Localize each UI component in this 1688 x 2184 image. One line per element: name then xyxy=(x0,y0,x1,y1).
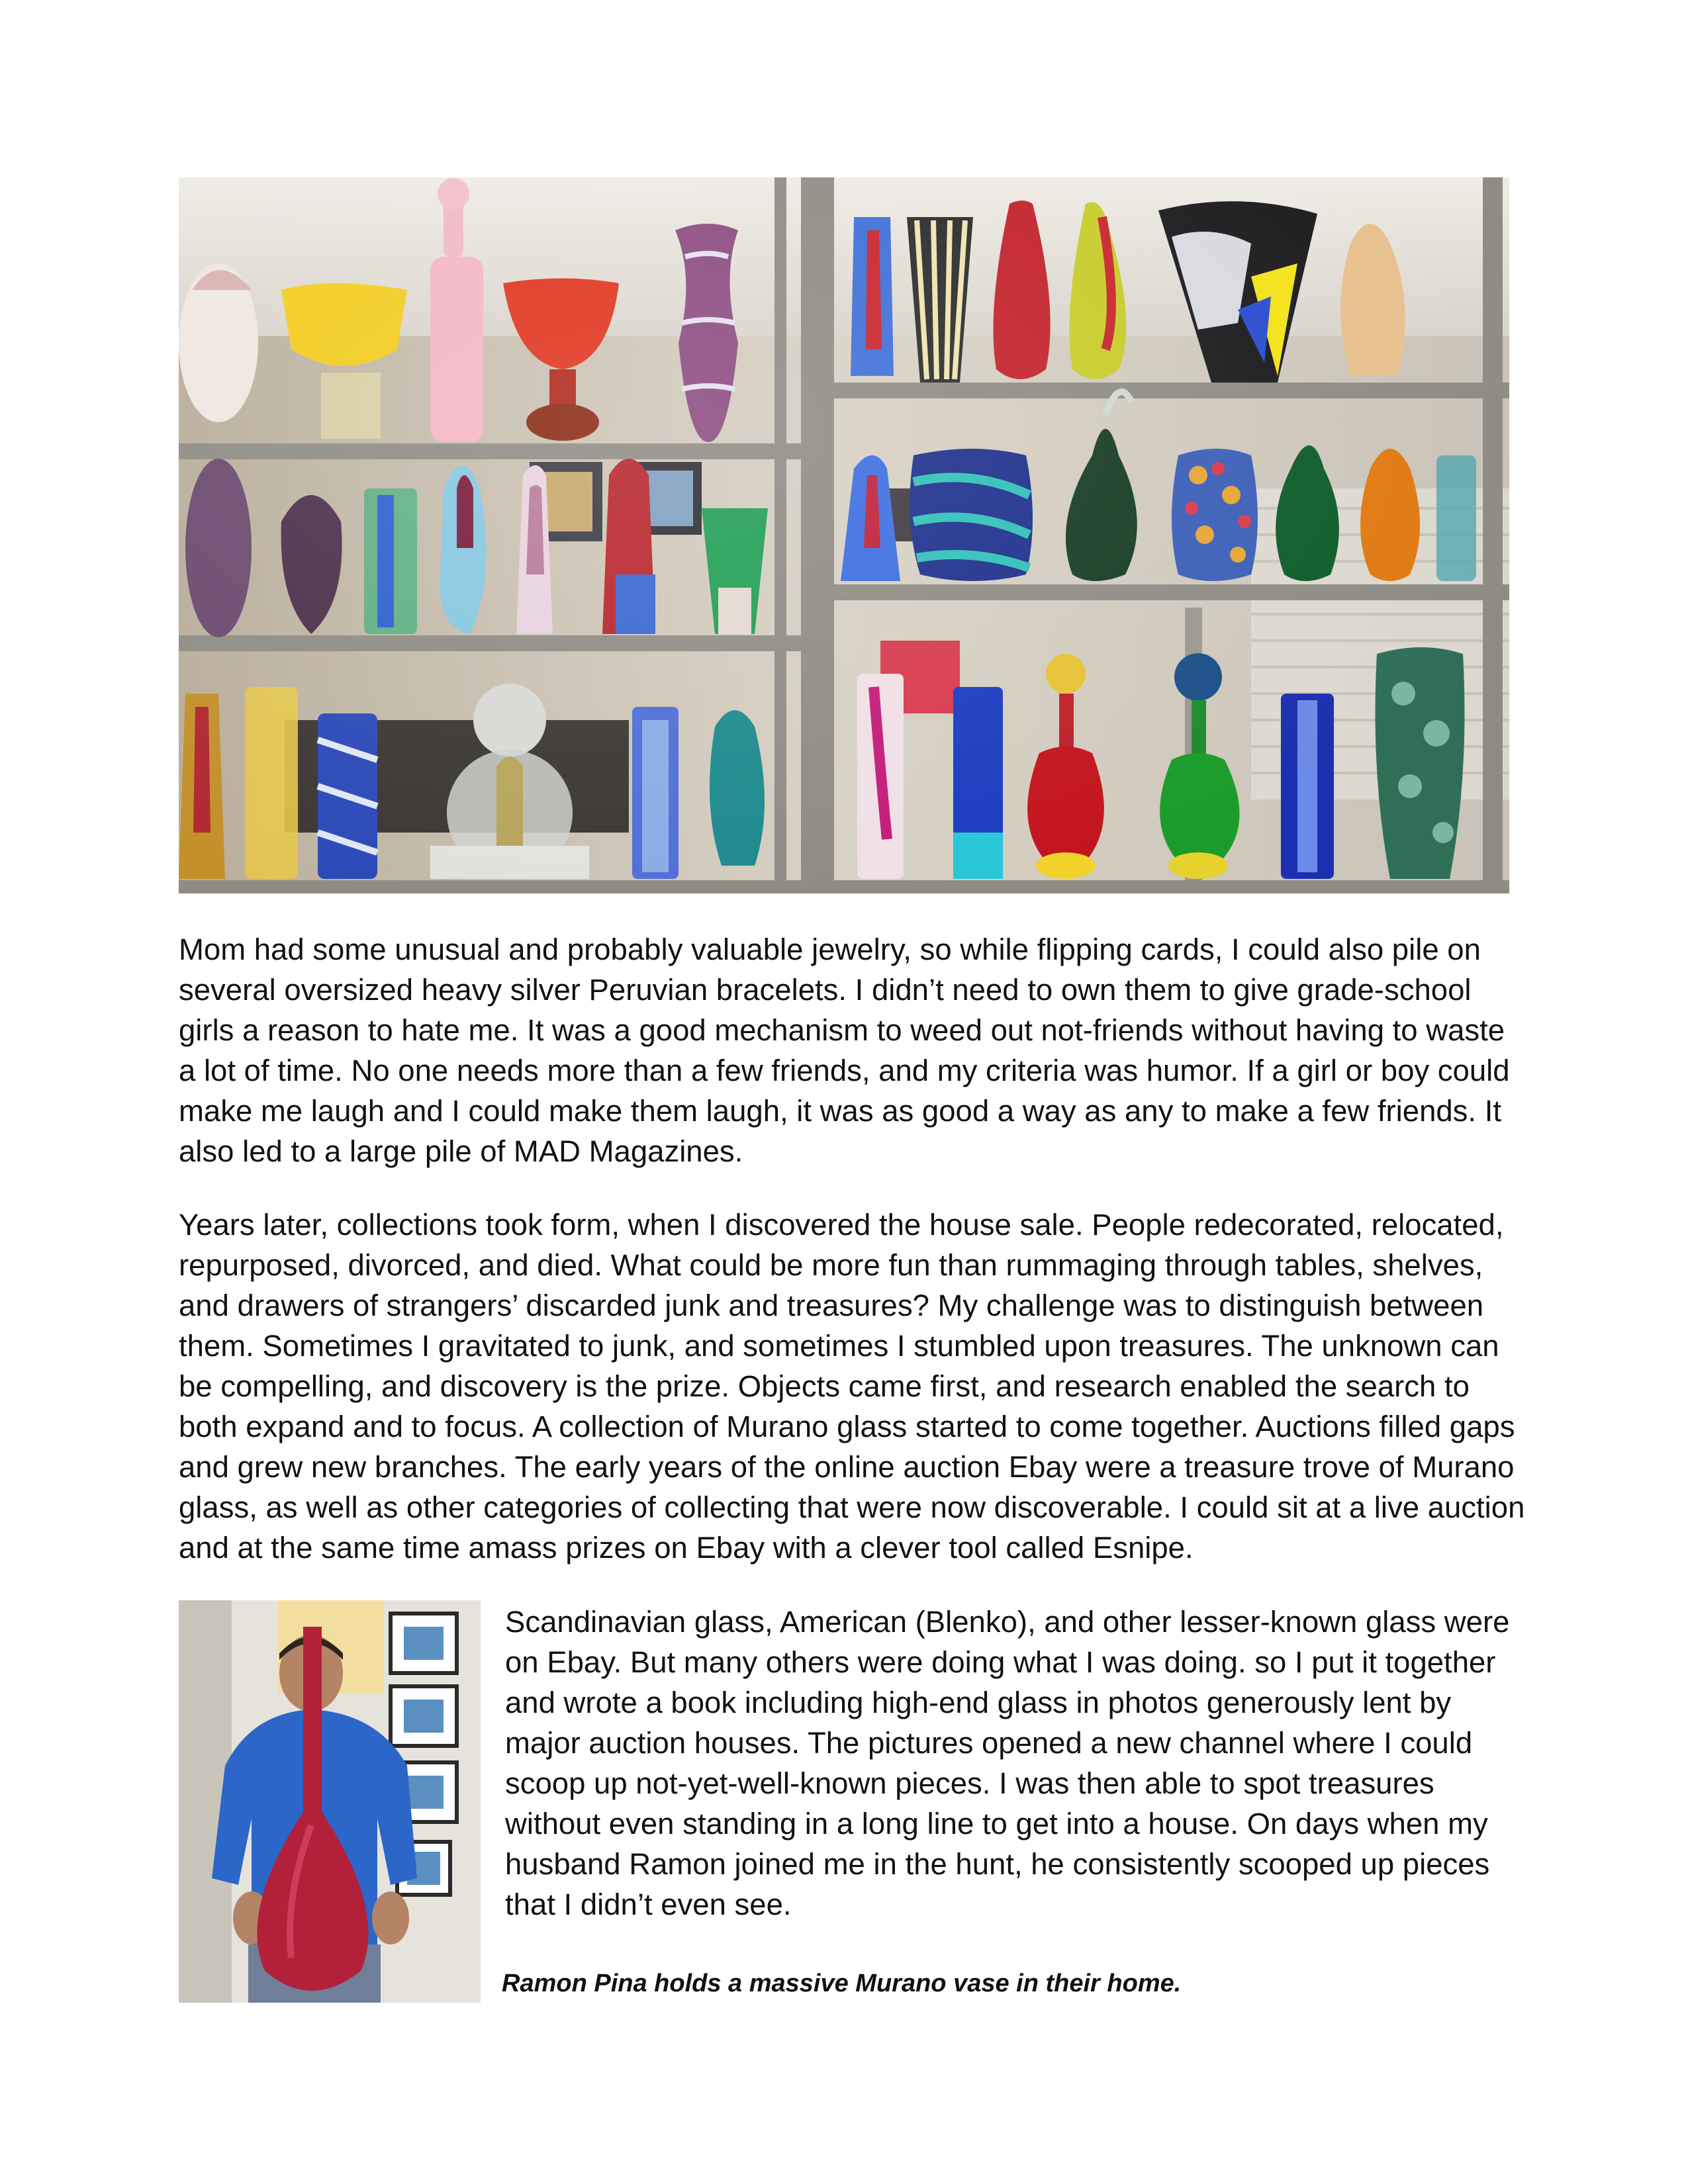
body-paragraph-2: Years later, collections took form, when I discovered the house sale. People redecorated, relocated, repurposed, divorced, and died. What could be more fun than rummaging through tables, shelves, and drawers of strangers’ discarded junk and treasures? My challenge was to distinguish between them. Sometimes I gravitated to junk, and sometimes I stumbled upon treasures. The unknown can be compelling, and discovery is the prize. Objects came first, and research enabled the search to both expand and to focus. A collection of Murano glass started to come together. Auctions filled gaps and grew new branches. The early years of the online auction Ebay were a treasure trove of Murano glass, as well as other categories of collecting that were now discoverable. I could sit at a live auction and at the same time amass prizes on Ebay with a clever tool called Esnipe. xyxy=(179,1208,1525,1565)
ramon-pina-with-vase-photo xyxy=(179,1600,481,2003)
body-paragraph-3: Scandinavian glass, American (Blenko), and other lesser-known glass were on Ebay. But many others were doing what I was doing. so I put it together and wrote a book including high-end glass in photos generously lent by major auction houses. The pictures opened a new channel where I could scoop up not-yet-well-known pieces. I was then able to spot treasures without even standing in a long line to get into a house. On days when my husband Ramon joined me in the hunt, he consistently scooped up pieces that I didn’t even see. xyxy=(505,1605,1510,1921)
murano-glass-shelves-photo xyxy=(179,177,1509,893)
body-paragraph-1: Mom had some unusual and probably valuable jewelry, so while flipping cards, I could also pile on several oversized heavy silver Peruvian bracelets. I didn’t need to own them to give grade-school girls a reason to hate me. It was a good mechanism to weed out not-friends without having to waste a lot of time. No one needs more than a few friends, and my criteria was humor. If a girl or boy could make me laugh and I could make them laugh, it was as good a way as any to make a few friends. It also led to a large pile of MAD Magazines. xyxy=(179,933,1510,1168)
photo-caption: Ramon Pina holds a massive Murano vase in their home. xyxy=(502,1970,1182,1997)
